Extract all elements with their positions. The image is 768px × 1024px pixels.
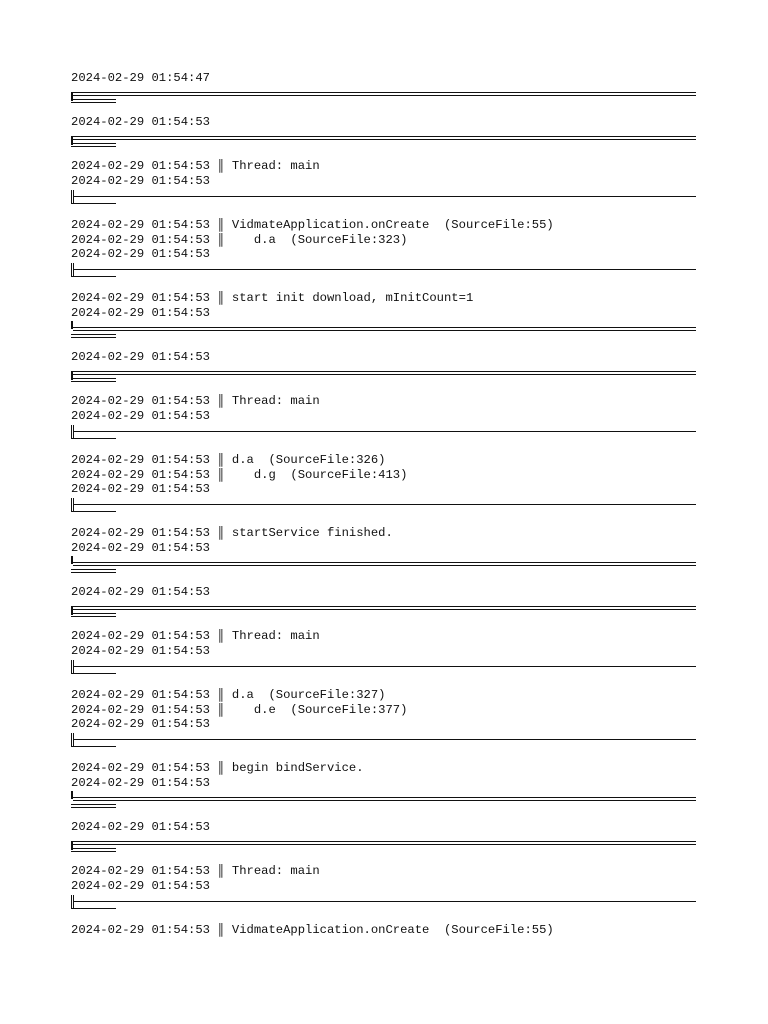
rule-line — [73, 196, 696, 197]
log-line: 2024-02-29 01:54:53 ║ d.a (SourceFile:323) — [71, 232, 408, 247]
log-line: 2024-02-29 01:54:53 — [71, 541, 210, 555]
rule-line — [73, 606, 696, 610]
log-line: 2024-02-29 01:54:53 — [71, 776, 210, 790]
double-rule-top — [71, 86, 711, 101]
log-line: 2024-02-29 01:54:47 — [71, 71, 210, 85]
log-line: 2024-02-29 01:54:53 ║ d.g (SourceFile:413) — [71, 467, 408, 482]
rule-wrap-tail — [71, 848, 116, 852]
log-line: 2024-02-29 01:54:53 — [71, 306, 210, 320]
rule-wrap-tail — [71, 804, 116, 808]
log-line: 2024-02-29 01:54:53 — [71, 585, 210, 600]
log-line: 2024-02-29 01:54:53 ║ d.a (SourceFile:326) — [71, 452, 386, 467]
single-rule-mid — [71, 894, 711, 909]
rule-wrap-tail — [71, 569, 116, 573]
rule-line — [73, 901, 696, 902]
rule-wrap-space — [71, 335, 711, 350]
log-line: 2024-02-29 01:54:53 — [71, 247, 210, 262]
double-rule-top — [71, 365, 711, 380]
rule-wrap-space — [71, 908, 711, 923]
rule-wrap-space — [71, 614, 711, 629]
log-line: 2024-02-29 01:54:53 — [71, 717, 210, 732]
log-line: 2024-02-29 01:54:53 ║ VidmateApplication.onCreate (SourceFile:55) — [71, 922, 554, 937]
rule-line — [73, 797, 696, 801]
double-rule-top — [71, 600, 711, 615]
rule-line — [73, 136, 696, 140]
double-rule-top — [71, 835, 711, 850]
rule-wrap-tail — [71, 908, 116, 909]
log-line: 2024-02-29 01:54:53 ║ begin bindService. — [71, 761, 364, 776]
log-line: 2024-02-29 01:54:53 ║ VidmateApplication.onCreate (SourceFile:55) — [71, 217, 554, 232]
log-line: 2024-02-29 01:54:53 — [71, 350, 210, 365]
rule-wrap-tail — [71, 673, 116, 674]
rule-wrap-tail — [71, 613, 116, 617]
single-rule-mid — [71, 497, 711, 512]
log-line: 2024-02-29 01:54:53 ║ start init download, mInitCount=1 — [71, 291, 474, 306]
rule-line — [73, 371, 696, 375]
log-line: 2024-02-29 01:54:53 ║ Thread: main — [71, 159, 320, 174]
rule-line — [73, 562, 696, 566]
rule-line — [73, 841, 696, 845]
rule-wrap-space — [71, 438, 711, 453]
rule-line — [73, 739, 696, 740]
double-rule-bottom — [71, 321, 711, 336]
rule-wrap-space — [71, 144, 711, 159]
double-rule-bottom — [71, 791, 711, 806]
rule-line — [73, 269, 696, 270]
rule-wrap-tail — [71, 511, 116, 512]
log-line: 2024-02-29 01:54:53 ║ Thread: main — [71, 394, 320, 409]
double-rule-top — [71, 130, 711, 145]
rule-wrap-tail — [71, 203, 116, 204]
rule-wrap-space — [71, 277, 711, 292]
log-line: 2024-02-29 01:54:53 — [71, 643, 210, 658]
rule-wrap-space — [71, 849, 711, 864]
rule-wrap-tail — [71, 378, 116, 382]
log-line: 2024-02-29 01:54:53 — [71, 173, 210, 188]
double-rule-bottom — [71, 556, 711, 571]
log-document — [71, 71, 711, 938]
log-line: 2024-02-29 01:54:53 ║ Thread: main — [71, 864, 320, 879]
log-line: 2024-02-29 01:54:53 ║ d.e (SourceFile:377) — [71, 702, 408, 717]
log-line: 2024-02-29 01:54:53 — [71, 408, 210, 423]
rule-wrap-space — [71, 379, 711, 394]
rule-wrap-tail — [71, 276, 116, 277]
rule-wrap-space — [71, 203, 711, 218]
rule-wrap-tail — [71, 143, 116, 147]
single-rule-mid — [71, 659, 711, 674]
log-line: 2024-02-29 01:54:53 ║ startService finished. — [71, 526, 393, 541]
rule-wrap-tail — [71, 746, 116, 747]
single-rule-mid — [71, 732, 711, 747]
rule-wrap-tail — [71, 334, 116, 338]
rule-wrap-space — [71, 512, 711, 527]
rule-line — [73, 92, 696, 96]
rule-wrap-space — [71, 100, 711, 115]
log-line: 2024-02-29 01:54:53 — [71, 878, 210, 893]
rule-wrap-space — [71, 673, 711, 688]
rule-line — [73, 504, 696, 505]
single-rule-mid — [71, 189, 711, 204]
rule-wrap-tail — [71, 438, 116, 439]
rule-line — [73, 666, 696, 667]
rule-wrap-space — [71, 747, 711, 762]
rule-wrap-space — [71, 805, 711, 820]
rule-wrap-tail — [71, 99, 116, 103]
rule-wrap-space — [71, 570, 711, 585]
log-line: 2024-02-29 01:54:53 — [71, 482, 210, 497]
log-line: 2024-02-29 01:54:53 — [71, 115, 210, 130]
single-rule-mid — [71, 424, 711, 439]
single-rule-mid — [71, 262, 711, 277]
log-line: 2024-02-29 01:54:53 — [71, 820, 210, 835]
log-line: 2024-02-29 01:54:53 ║ Thread: main — [71, 629, 320, 644]
log-line: 2024-02-29 01:54:53 ║ d.a (SourceFile:327) — [71, 687, 386, 702]
rule-line — [73, 431, 696, 432]
rule-line — [73, 327, 696, 331]
